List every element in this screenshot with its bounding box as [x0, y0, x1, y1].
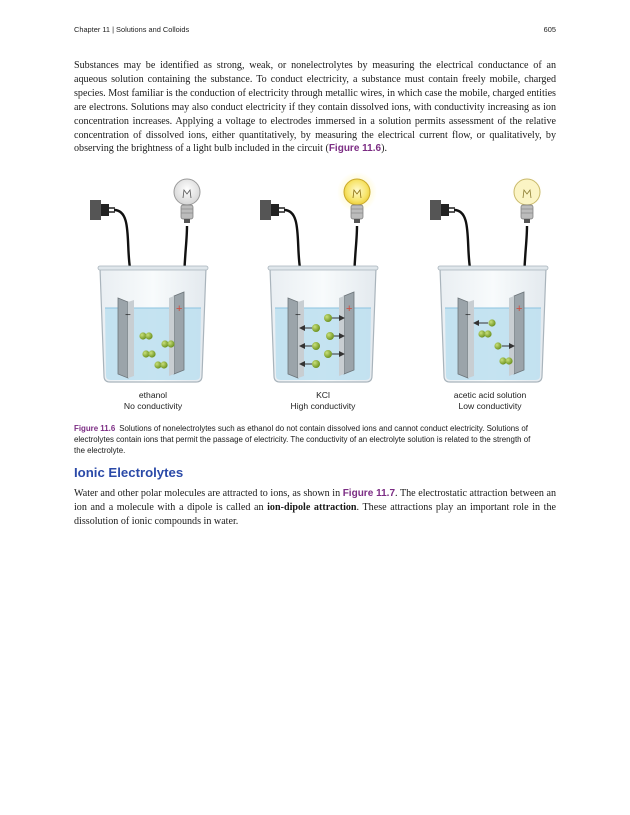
paragraph-text: . The electrostatic attraction between an ion and a molecule with a dipole is called an	[74, 488, 556, 513]
electrode-negative-sign: −	[465, 310, 471, 321]
paragraph-text: . These attractions play an important role in the dissolution of ionic compounds in water.	[74, 501, 556, 527]
ion-dipole-paragraph	[74, 487, 556, 529]
electrode-negative-sign: −	[295, 310, 301, 321]
intro-end: ).	[381, 143, 387, 155]
beaker-glass	[268, 266, 378, 382]
beaker-kcl	[260, 172, 378, 382]
page-number: 605	[543, 25, 556, 34]
light-bulb-dim-icon	[511, 176, 543, 223]
beaker-label-ethanol	[73, 390, 233, 412]
caption-figure-number: Figure 11.6	[74, 424, 116, 433]
electrode-negative-sign: −	[125, 310, 131, 321]
key-term: ion-dipole attraction	[267, 501, 357, 513]
wall-plug-icon	[260, 200, 285, 220]
paragraph-text: Water and other polar molecules are attracted to ions, as shown in	[74, 488, 343, 499]
conductivity-figure	[70, 168, 570, 416]
beaker-acetic-acid	[430, 176, 548, 382]
beakers-illustration	[70, 168, 570, 388]
section-heading: Ionic Electrolytes	[74, 465, 184, 480]
chapter-title: Chapter 11 | Solutions and Colloids	[74, 25, 190, 34]
wall-plug-icon	[430, 200, 455, 220]
beaker-glass	[98, 266, 208, 382]
light-bulb-off-icon	[174, 179, 200, 223]
beaker-label-kcl	[243, 390, 403, 412]
light-bulb-bright-icon	[337, 172, 377, 223]
solution-name: ethanol	[138, 390, 168, 400]
electrode-positive-sign: +	[516, 303, 523, 315]
intro-paragraph	[74, 59, 556, 156]
conductivity-level: No conductivity	[123, 401, 183, 411]
intro-text: Substances may be identified as strong, weak, or nonelectrolytes by measuring the electrical conductance of an aqueous solution containing the substance. To conduct electricity, a substance must contain freely mobile, charged species. Most familiar is the conduction of electricity through metallic wires, in which case the mobile, charged entities are electrons. Solutions may also conduct electricity if they contain dissolved ions, with conductivity increasing as ion concentration increases. Applying a voltage to electrodes immersed in a solution permits assessment of the relative concentration of dissolved ions, either quantitatively, by measuring the electrical current flow, or qualitatively, by observing the brightness of a light bulb included in the circuit (	[74, 60, 556, 155]
beaker-label-acetic-acid	[410, 390, 570, 412]
conductivity-level: Low conductivity	[458, 401, 522, 411]
figure-11-7-link[interactable]: Figure 11.7	[342, 488, 396, 499]
electrode-positive-sign: +	[176, 303, 183, 315]
conductivity-level: High conductivity	[290, 401, 356, 411]
solution-name: KCl	[316, 390, 330, 400]
electrode-positive-sign: +	[346, 303, 353, 315]
figure-11-6-link[interactable]: Figure 11.6	[328, 143, 382, 155]
beaker-ethanol	[90, 179, 208, 382]
figure-caption	[74, 423, 534, 456]
caption-text: Solutions of nonelectrolytes such as ethanol do not contain dissolved ions and cannot conduct electricity. Solutions of electrolytes contain ions that permit the passage of electricity. The conductivity of an electrolyte solution is related to the strength of the electrolyte.	[74, 424, 531, 455]
solution-name: acetic acid solution	[453, 390, 527, 400]
wall-plug-icon	[90, 200, 115, 220]
